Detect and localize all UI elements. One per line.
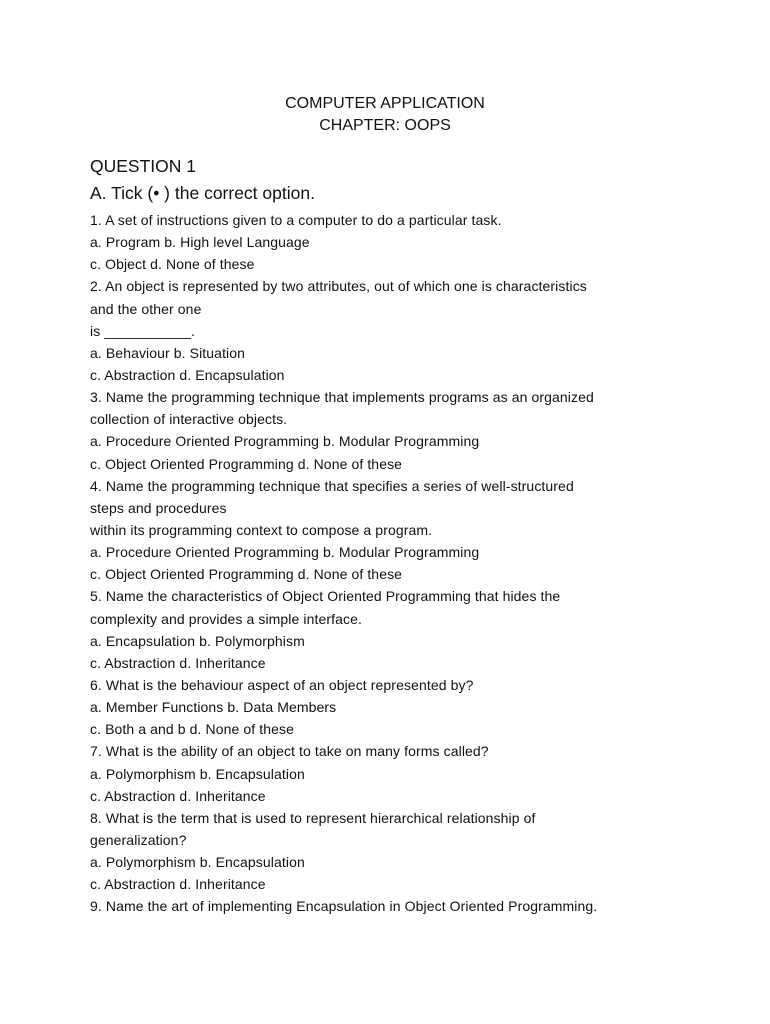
text-line: c. Object d. None of these <box>90 256 255 273</box>
text-line: a. Polymorphism b. Encapsulation <box>90 765 305 782</box>
text-line: 3. Name the programming technique that implements programs as an organized <box>90 389 594 406</box>
text-line: c. Abstraction d. Inheritance <box>90 787 266 804</box>
text-line: a. Program b. High level Language <box>90 234 310 251</box>
text-line: collection of interactive objects. <box>90 411 288 428</box>
text-line: 8. What is the term that is used to represent hierarchical relationship of <box>90 809 536 826</box>
text-line: within its programming context to compose a program. <box>90 521 433 538</box>
text-line: c. Object Oriented Programming d. None of these <box>90 455 403 472</box>
document-title: COMPUTER APPLICATION <box>285 95 485 112</box>
text-line: 1. A set of instructions given to a computer to do a particular task. <box>90 212 502 228</box>
text-line: and the other one <box>90 300 202 317</box>
text-line: 7. What is the ability of an object to take on many forms called? <box>90 743 489 760</box>
text-line: a. Polymorphism b. Encapsulation <box>90 854 305 871</box>
text-line: 2. An object is represented by two attributes, out of which one is characteristics <box>90 278 587 295</box>
text-line: c. Abstraction d. Inheritance <box>90 876 266 893</box>
text-line: 9. Name the art of implementing Encapsulation in Object Oriented Programming. <box>90 898 598 915</box>
text-line: 6. What is the behaviour aspect of an object represented by? <box>90 676 474 693</box>
text-line: a. Procedure Oriented Programming b. Modular Programming <box>90 433 480 450</box>
instruction-line: A. Tick (• ) the correct option. <box>90 183 315 203</box>
text-line: a. Member Functions b. Data Members <box>90 699 337 716</box>
question-body <box>90 209 690 918</box>
text-line: a. Behaviour b. Situation <box>90 344 246 361</box>
text-line: a. Procedure Oriented Programming b. Modular Programming <box>90 544 480 561</box>
text-line: c. Abstraction d. Inheritance <box>90 654 266 671</box>
text-line: c. Object Oriented Programming d. None of these <box>90 566 403 583</box>
question-heading: QUESTION 1 <box>90 156 196 176</box>
text-line: a. Encapsulation b. Polymorphism <box>90 632 305 649</box>
text-line: 4. Name the programming technique that specifies a series of well-structured <box>90 477 574 494</box>
text-line: c. Both a and b d. None of these <box>90 721 295 738</box>
text-line: steps and procedures <box>90 499 227 516</box>
text-line: c. Abstraction d. Encapsulation <box>90 366 285 383</box>
text-line: 5. Name the characteristics of Object Oriented Programming that hides the <box>90 588 561 605</box>
text-line: generalization? <box>90 831 187 848</box>
chapter-title: CHAPTER: OOPS <box>319 117 451 134</box>
text-line: is ___________. <box>90 322 196 339</box>
text-line: complexity and provides a simple interface. <box>90 610 362 627</box>
